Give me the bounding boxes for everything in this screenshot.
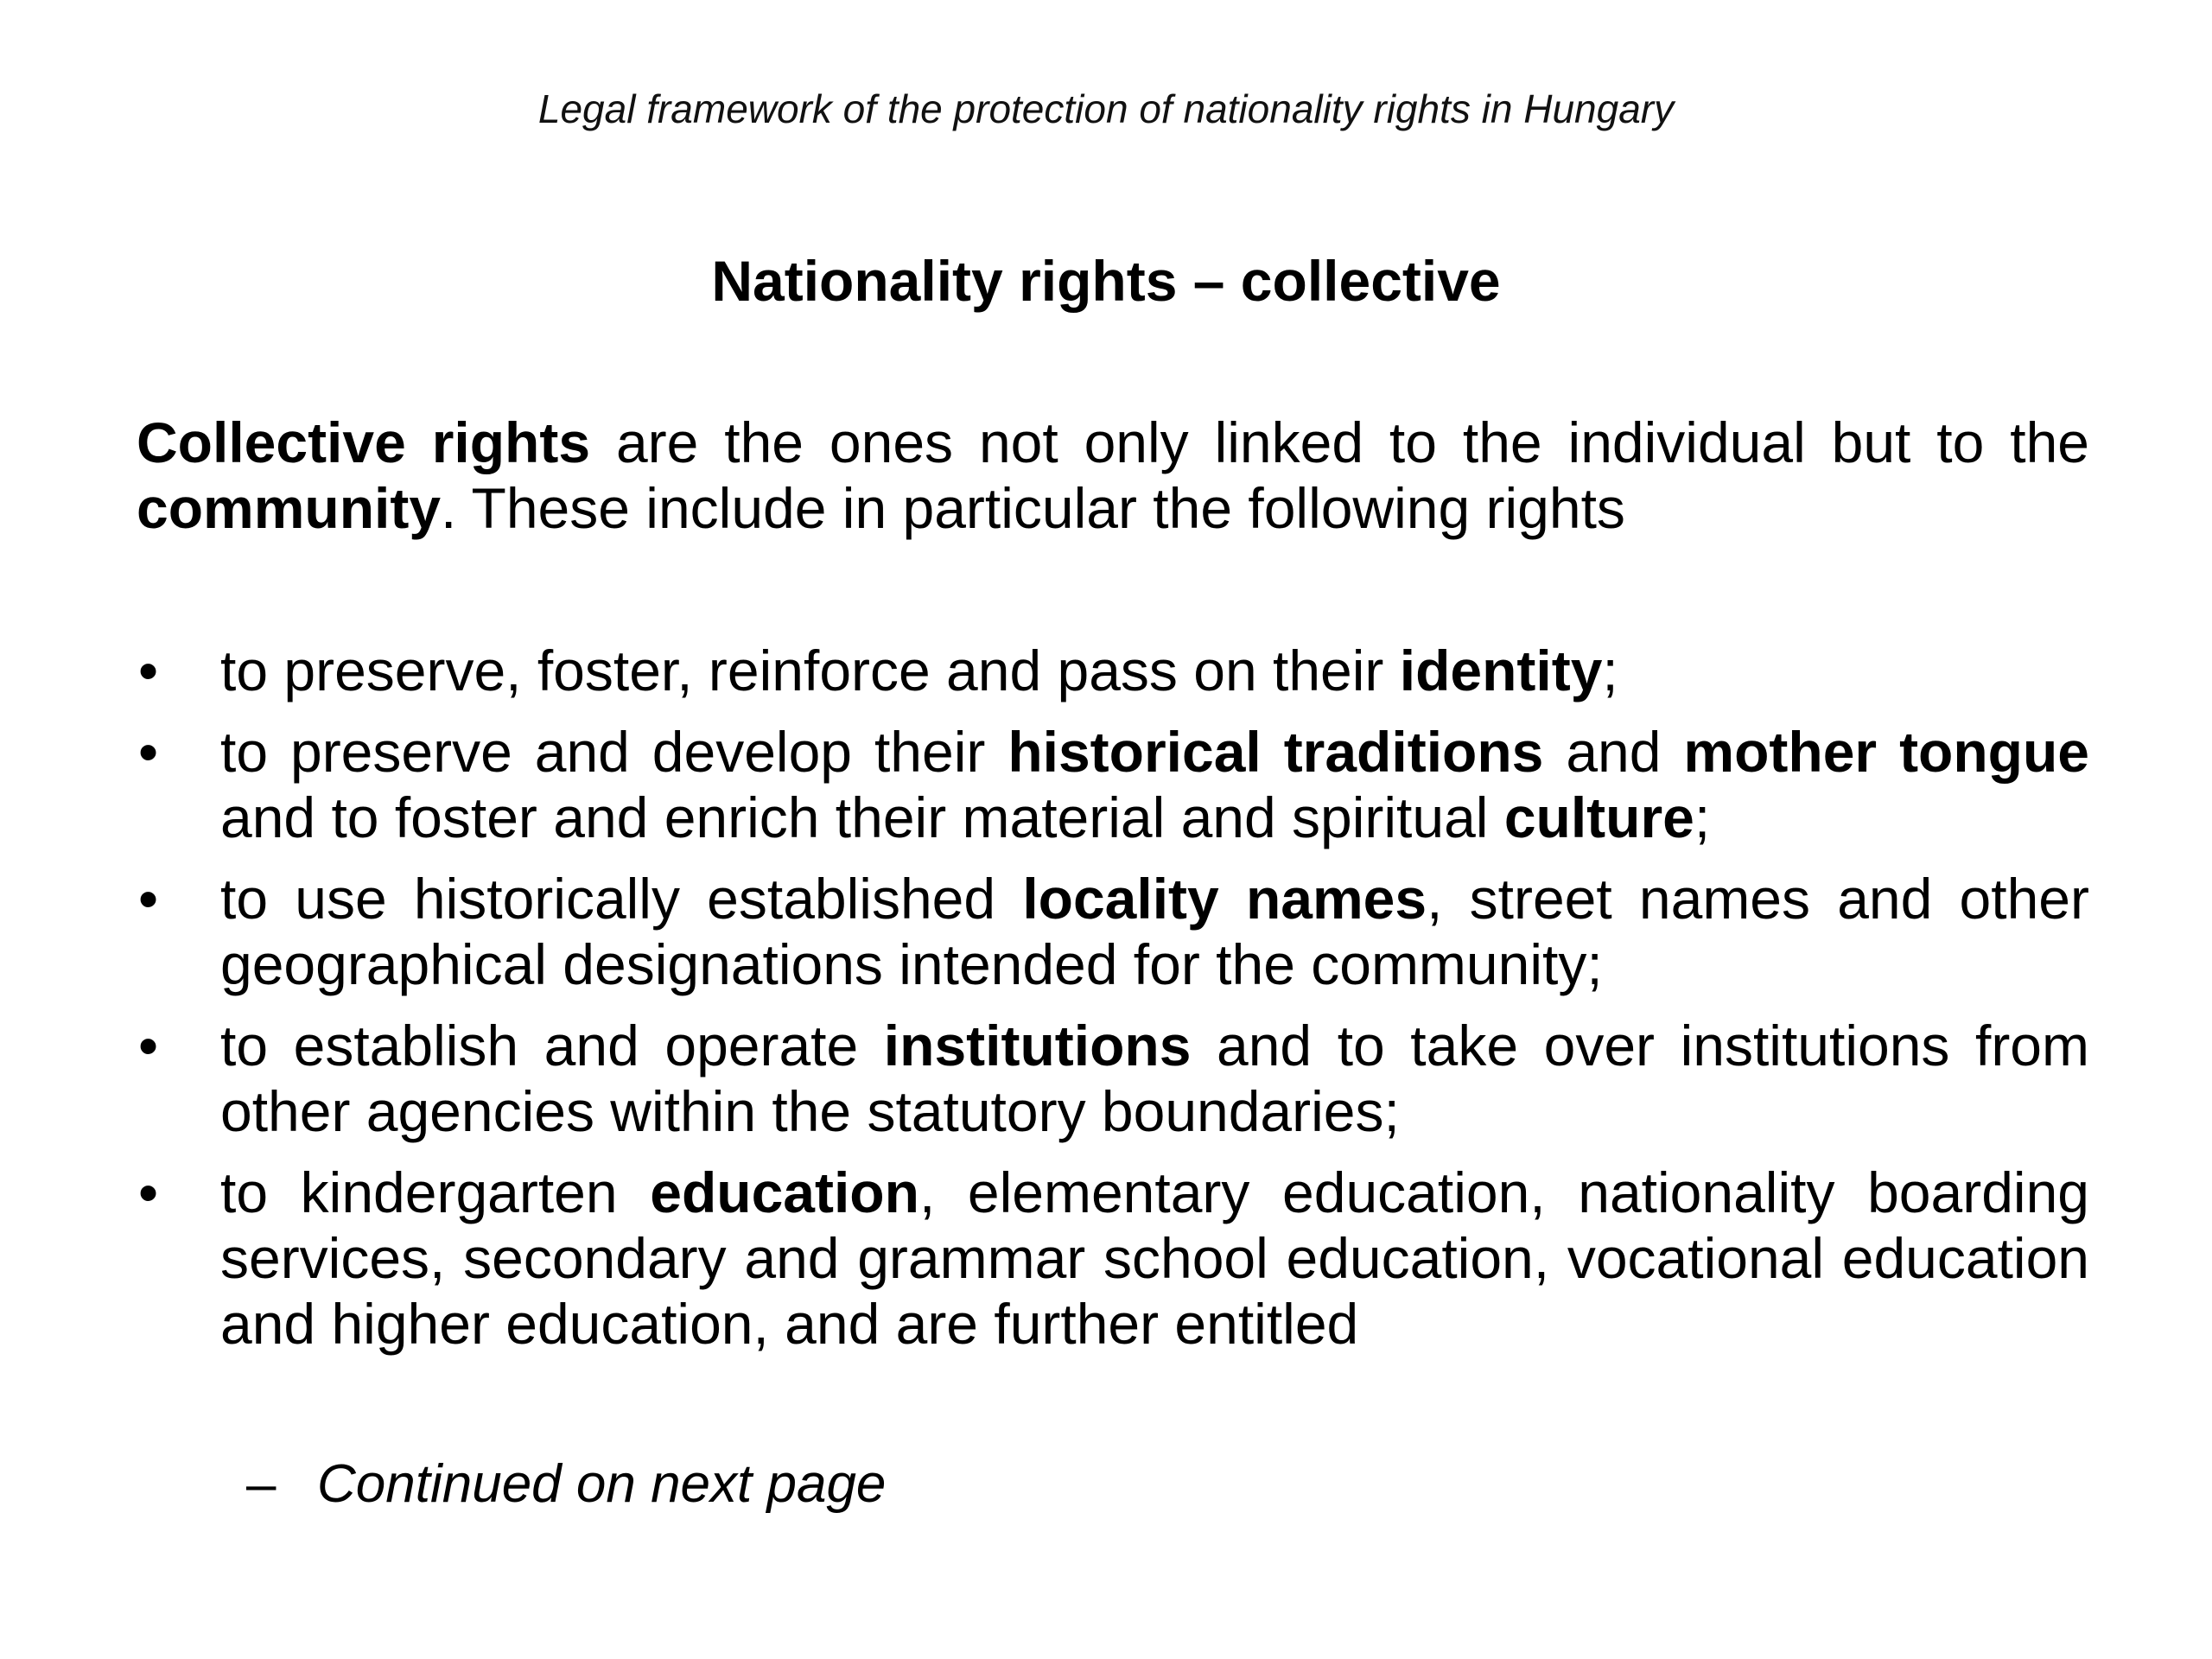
bullet-text: and to take over institutions from other agencies within the statutory boundaries; bbox=[220, 1014, 2089, 1143]
bullet-bold: culture bbox=[1503, 785, 1694, 849]
bullet-text: and bbox=[1543, 720, 1684, 784]
bullet-bold: locality names bbox=[1022, 867, 1427, 931]
bullet-icon: • bbox=[138, 1014, 159, 1077]
intro-paragraph bbox=[137, 410, 2089, 541]
continued-note bbox=[246, 1452, 886, 1517]
bullet-icon: • bbox=[138, 867, 159, 931]
bullet-icon: • bbox=[138, 639, 159, 702]
bullet-bold: historical traditions bbox=[1007, 720, 1544, 784]
bullet-text: ; bbox=[1602, 639, 1618, 702]
bullet-text: , street names and other geographical designations intended for the community; bbox=[220, 867, 2089, 996]
bullet-text: to use historically established bbox=[220, 867, 1023, 931]
rights-list bbox=[137, 638, 2089, 1372]
list-item bbox=[137, 1013, 2089, 1144]
list-item bbox=[137, 866, 2089, 997]
bullet-text: , elementary education, nationality boarding services, secondary and grammar school education, vocational education and higher education, and are further entitled bbox=[220, 1160, 2089, 1356]
bullet-text: to kindergarten bbox=[220, 1160, 651, 1224]
bullet-bold: education bbox=[650, 1160, 919, 1224]
list-item bbox=[137, 638, 2089, 703]
bullet-text: to preserve and develop their bbox=[220, 720, 1008, 784]
intro-text-1: are the ones not only linked to the individual but to the bbox=[590, 410, 2089, 474]
dash-icon: – bbox=[246, 1454, 276, 1514]
bullet-bold: identity bbox=[1399, 639, 1603, 702]
bullet-text: and to foster and enrich their material and spiritual bbox=[220, 785, 1504, 849]
intro-text-2: . These include in particular the following rights bbox=[441, 476, 1625, 540]
bullet-text: to preserve, foster, reinforce and pass on their bbox=[220, 639, 1400, 702]
intro-bold-collective-rights: Collective rights bbox=[137, 410, 591, 474]
bullet-bold: mother tongue bbox=[1683, 720, 2090, 784]
bullet-icon: • bbox=[138, 1160, 159, 1224]
bullet-icon: • bbox=[138, 720, 159, 784]
intro-bold-community: community bbox=[137, 476, 442, 540]
list-item bbox=[137, 1160, 2089, 1357]
bullet-text: ; bbox=[1694, 785, 1711, 849]
continued-text: Continued on next page bbox=[317, 1454, 887, 1514]
list-item bbox=[137, 719, 2089, 850]
bullet-bold: institutions bbox=[883, 1014, 1192, 1077]
bullet-text: to establish and operate bbox=[220, 1014, 884, 1077]
page-title: Nationality rights – collective bbox=[711, 249, 1501, 313]
running-header: Legal framework of the protection of nationality rights in Hungary bbox=[537, 86, 1675, 131]
